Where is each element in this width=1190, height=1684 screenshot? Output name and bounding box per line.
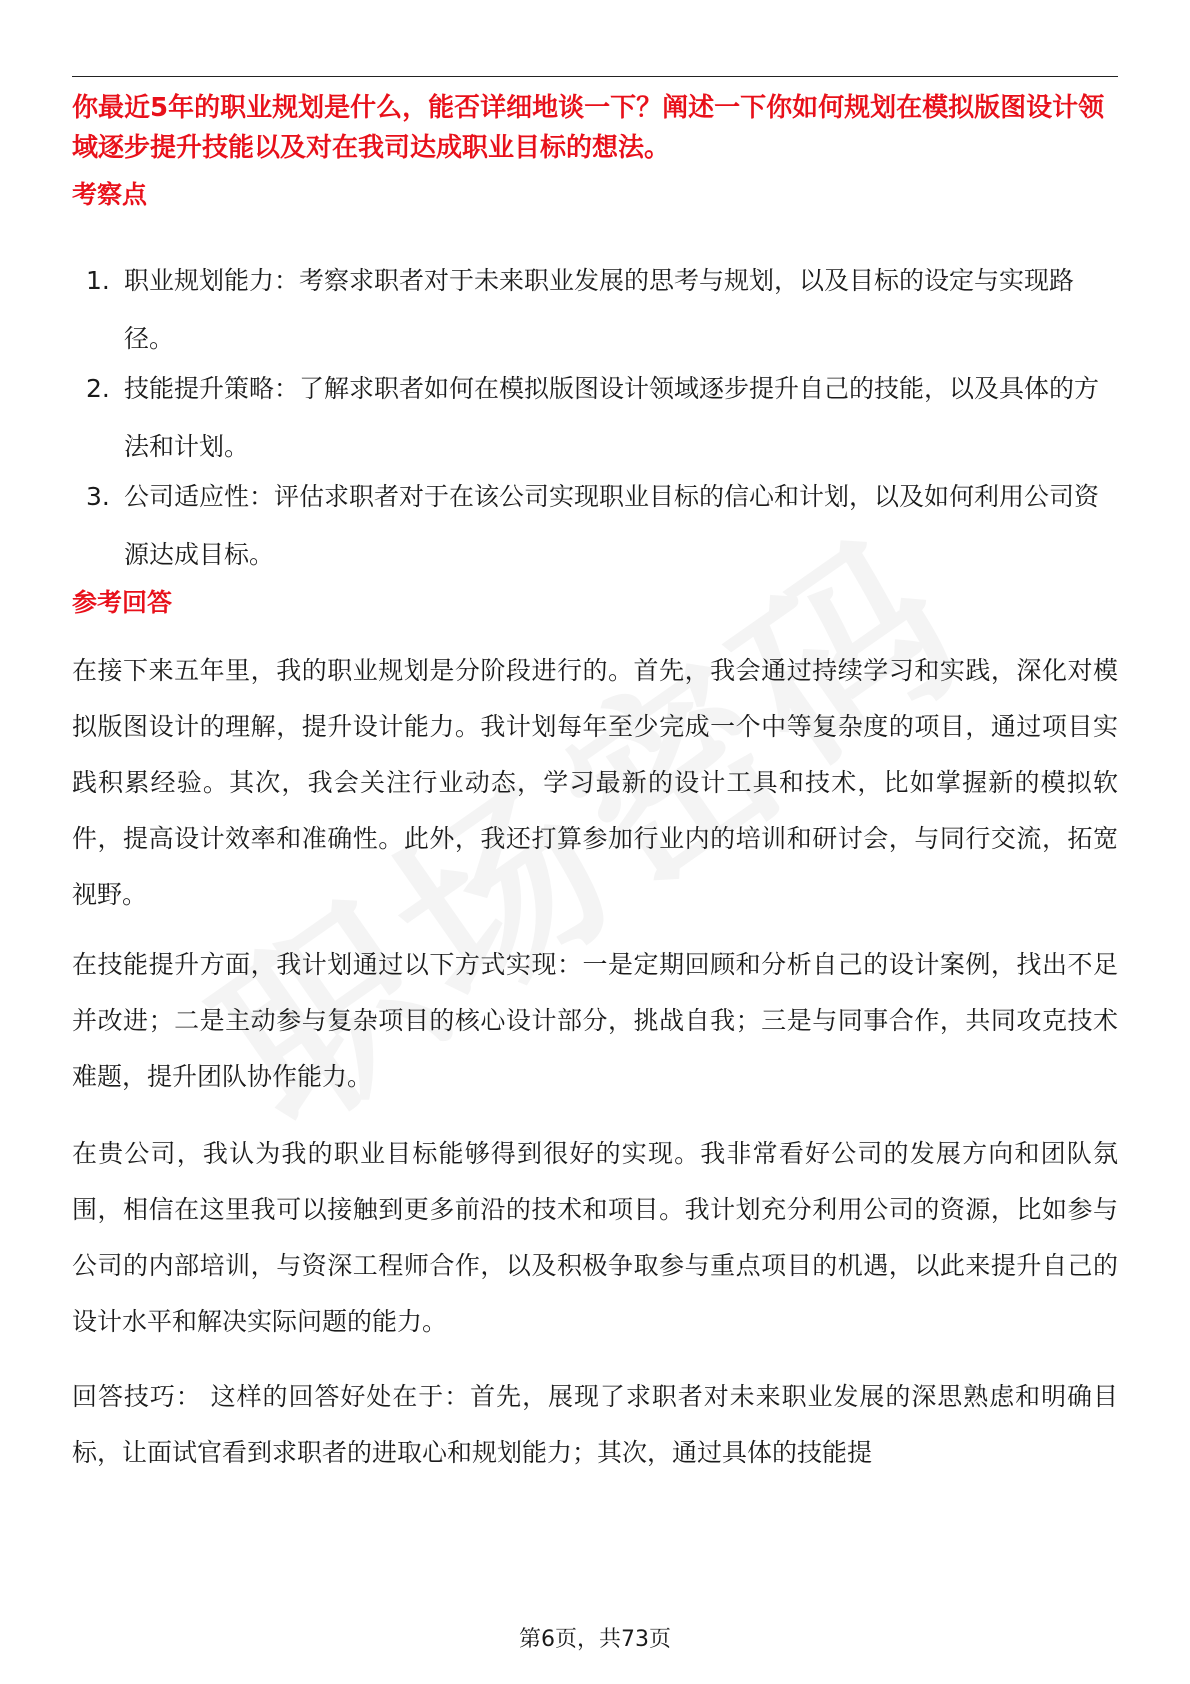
answer-tips-paragraph: 回答技巧： 这样的回答好处在于：首先，展现了求职者对未来职业发展的深思熟虑和明确目标，让面试官看到求职者的进取心和规划能力；其次，通过具体的技能提 <box>72 1382 1118 1467</box>
question-title: 你最近5年的职业规划是什么，能否详细地谈一下？阐述一下你如何规划在模拟版图设计领域逐步提升技能以及对在我司达成职业目标的想法。 <box>72 93 1105 163</box>
point-number: 2. <box>86 374 110 403</box>
answer-paragraph: 在接下来五年里，我的职业规划是分阶段进行的。首先，我会通过持续学习和实践，深化对模拟版图设计的理解，提升设计能力。我计划每年至少完成一个中等复杂度的项目，通过项目实践积累经验。其次，我会关注行业动态，学习最新的设计工具和技术，比如掌握新的模拟软件，提高设计效率和准确性。此外，我还打算参加行业内的培训和研讨会，与同行交流，拓宽视野。 <box>72 656 1118 909</box>
answer-heading: 参考回答 <box>72 588 173 617</box>
point-text: 技能提升策略：了解求职者如何在模拟版图设计领域逐步提升自己的技能，以及具体的方法和计划。 <box>124 374 1100 461</box>
focus-point <box>72 468 1118 576</box>
point-text: 职业规划能力：考察求职者对于未来职业发展的思考与规划，以及目标的设定与实现路径。 <box>124 266 1075 353</box>
top-divider <box>72 76 1118 77</box>
answer-paragraph: 在技能提升方面，我计划通过以下方式实现：一是定期回顾和分析自己的设计案例，找出不足并改进；二是主动参与复杂项目的核心设计部分，挑战自我；三是与同事合作，共同攻克技术难题，提升团队协作能力。 <box>72 950 1118 1091</box>
page-number: 第6页，共73页 <box>519 1627 671 1652</box>
point-number: 1. <box>86 266 110 295</box>
point-number: 3. <box>86 482 110 511</box>
focus-heading: 考察点 <box>72 180 148 209</box>
focus-point <box>72 252 1118 360</box>
point-text: 公司适应性：评估求职者对于在该公司实现职业目标的信心和计划，以及如何利用公司资源达成目标。 <box>124 482 1100 569</box>
answer-paragraph: 在贵公司，我认为我的职业目标能够得到很好的实现。我非常看好公司的发展方向和团队氛围，相信在这里我可以接触到更多前沿的技术和项目。我计划充分利用公司的资源，比如参与公司的内部培训，与资深工程师合作，以及积极争取参与重点项目的机遇，以此来提升自己的设计水平和解决实际问题的能力。 <box>72 1139 1118 1336</box>
focus-point <box>72 360 1118 468</box>
focus-points-list <box>72 252 1118 576</box>
